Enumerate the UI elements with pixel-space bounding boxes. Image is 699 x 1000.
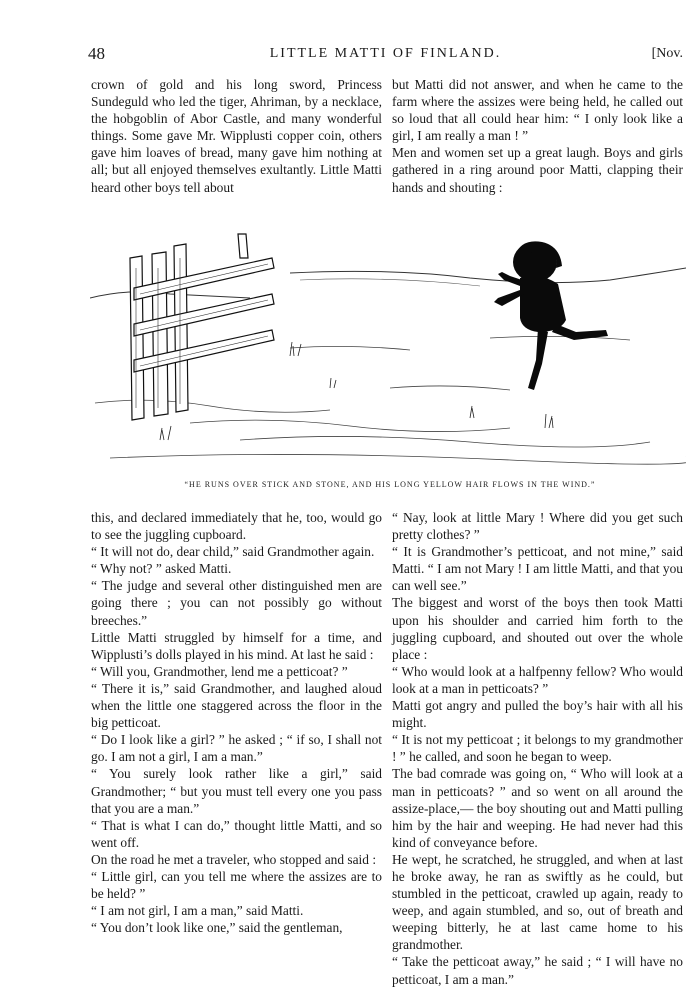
column-bottom-left: [91, 509, 382, 936]
paragraph: “ Nay, look at little Mary ! Where did you get such pretty clothes? ”: [392, 510, 683, 543]
paragraph: Little Matti struggled by himself for a time, and Wipplusti’s dolls played in his mind. At last he said :: [91, 629, 382, 662]
page-number: 48: [88, 44, 105, 63]
paragraph: “ That is what I can do,” thought little Matti, and so went off.: [91, 817, 382, 850]
paragraph: “ It will not do, dear child,” said Grandmother again.: [91, 544, 375, 560]
paragraph: “ It is not my petticoat ; it belongs to my grandmother ! ” he called, and soon he began to weep.: [392, 732, 683, 765]
paragraph: “ Little girl, can you tell me where the assizes are to be held? ”: [91, 868, 382, 902]
column-top-left: [91, 76, 382, 196]
running-title: LITTLE MATTI OF FINLAND.: [269, 46, 502, 61]
issue-month: [Nov.: [651, 46, 683, 61]
paragraph: The biggest and worst of the boys then took Matti upon his shoulder and carried him forth to the juggling cupboard, and shouted out over the whole place :: [392, 595, 683, 662]
paragraph: “ There it is,” said Grandmother, and laughed aloud when the little one staggered across the floor in the big petticoat.: [91, 680, 382, 731]
paragraph: “ Will you, Grandmother, lend me a petticoat? ”: [91, 663, 348, 679]
paragraph: On the road he met a traveler, who stopped and said :: [91, 851, 377, 867]
paragraph: “ The judge and several other distinguished men are going there ; you can not possibly go without breeches.”: [91, 578, 382, 628]
paragraph: Matti got angry and pulled the boy’s hair with all his might.: [392, 698, 683, 731]
paragraph: this, and declared immediately that he, too, would go to see the juggling cupboard.: [91, 510, 382, 543]
illustration-boy-running: [90, 228, 686, 474]
paragraph: but Matti did not answer, and when he came to the farm where the assizes were being held, he called out so loud that all could hear him: “ I only look like a girl, I am really a man ! ”: [392, 77, 683, 144]
paragraph: “ Why not? ” asked Matti.: [91, 561, 232, 577]
paragraph: “ You surely look rather like a girl,” said Grandmother; “ but you must tell every one you pass that you are a man.”: [91, 766, 382, 816]
paragraph: crown of gold and his long sword, Princess Sundeguld who led the tiger, Ahriman, by a necklace, the hobgoblin of Abor Castle, and many wonderful things. Some gave Mr. Wipplusti copper coin, others gave him loaves of bread, many gave him nothing at all; but all enjoyed themselves exultantly. Little Matti heard other boys tell about: [91, 77, 382, 195]
column-bottom-right: [392, 509, 683, 988]
column-top-right: [392, 76, 683, 196]
paragraph: “ I am not girl, I am a man,” said Matti.: [91, 903, 304, 919]
paragraph: Men and women set up a great laugh. Boys and girls gathered in a ring around poor Matti, clapping their hands and shouting :: [392, 145, 683, 195]
paragraph: “ Take the petticoat away,” he said ; “ I will have no petticoat, I am a man.”: [392, 954, 683, 987]
paragraph: “ Do I look like a girl? ” he asked ; “ if so, I shall not go. I am not a girl, I am a man.”: [91, 732, 382, 765]
paragraph: “ You don’t look like one,” said the gentleman,: [91, 920, 343, 936]
paragraph: “ It is Grandmother’s petticoat, and not mine,” said Matti. “ I am not Mary ! I am little Matti, and that you can well see.”: [392, 544, 683, 594]
page-header: [88, 44, 683, 68]
illustration-caption: “HE RUNS OVER STICK AND STONE, AND HIS LONG YELLOW HAIR FLOWS IN THE WIND.”: [184, 480, 596, 489]
paragraph: The bad comrade was going on, “ Who will look at a man in petticoats? ” and so went on all around the assize-place,— the boy shouting out and Matti pulling him by the hair and weeping. He had never had this kind of conveyance before.: [392, 766, 683, 850]
paragraph: “ Who would look at a halfpenny fellow? Who would look at a man in petticoats? ”: [392, 663, 683, 696]
paragraph: He wept, he scratched, he struggled, and when at last he broke away, he ran as swiftly as he could, but stumbled in the petticoat, crawled up again, ready to weep, and again stumbled, and so, out of breath and weeping bitterly, he at last came home to his grandmother.: [392, 851, 683, 953]
